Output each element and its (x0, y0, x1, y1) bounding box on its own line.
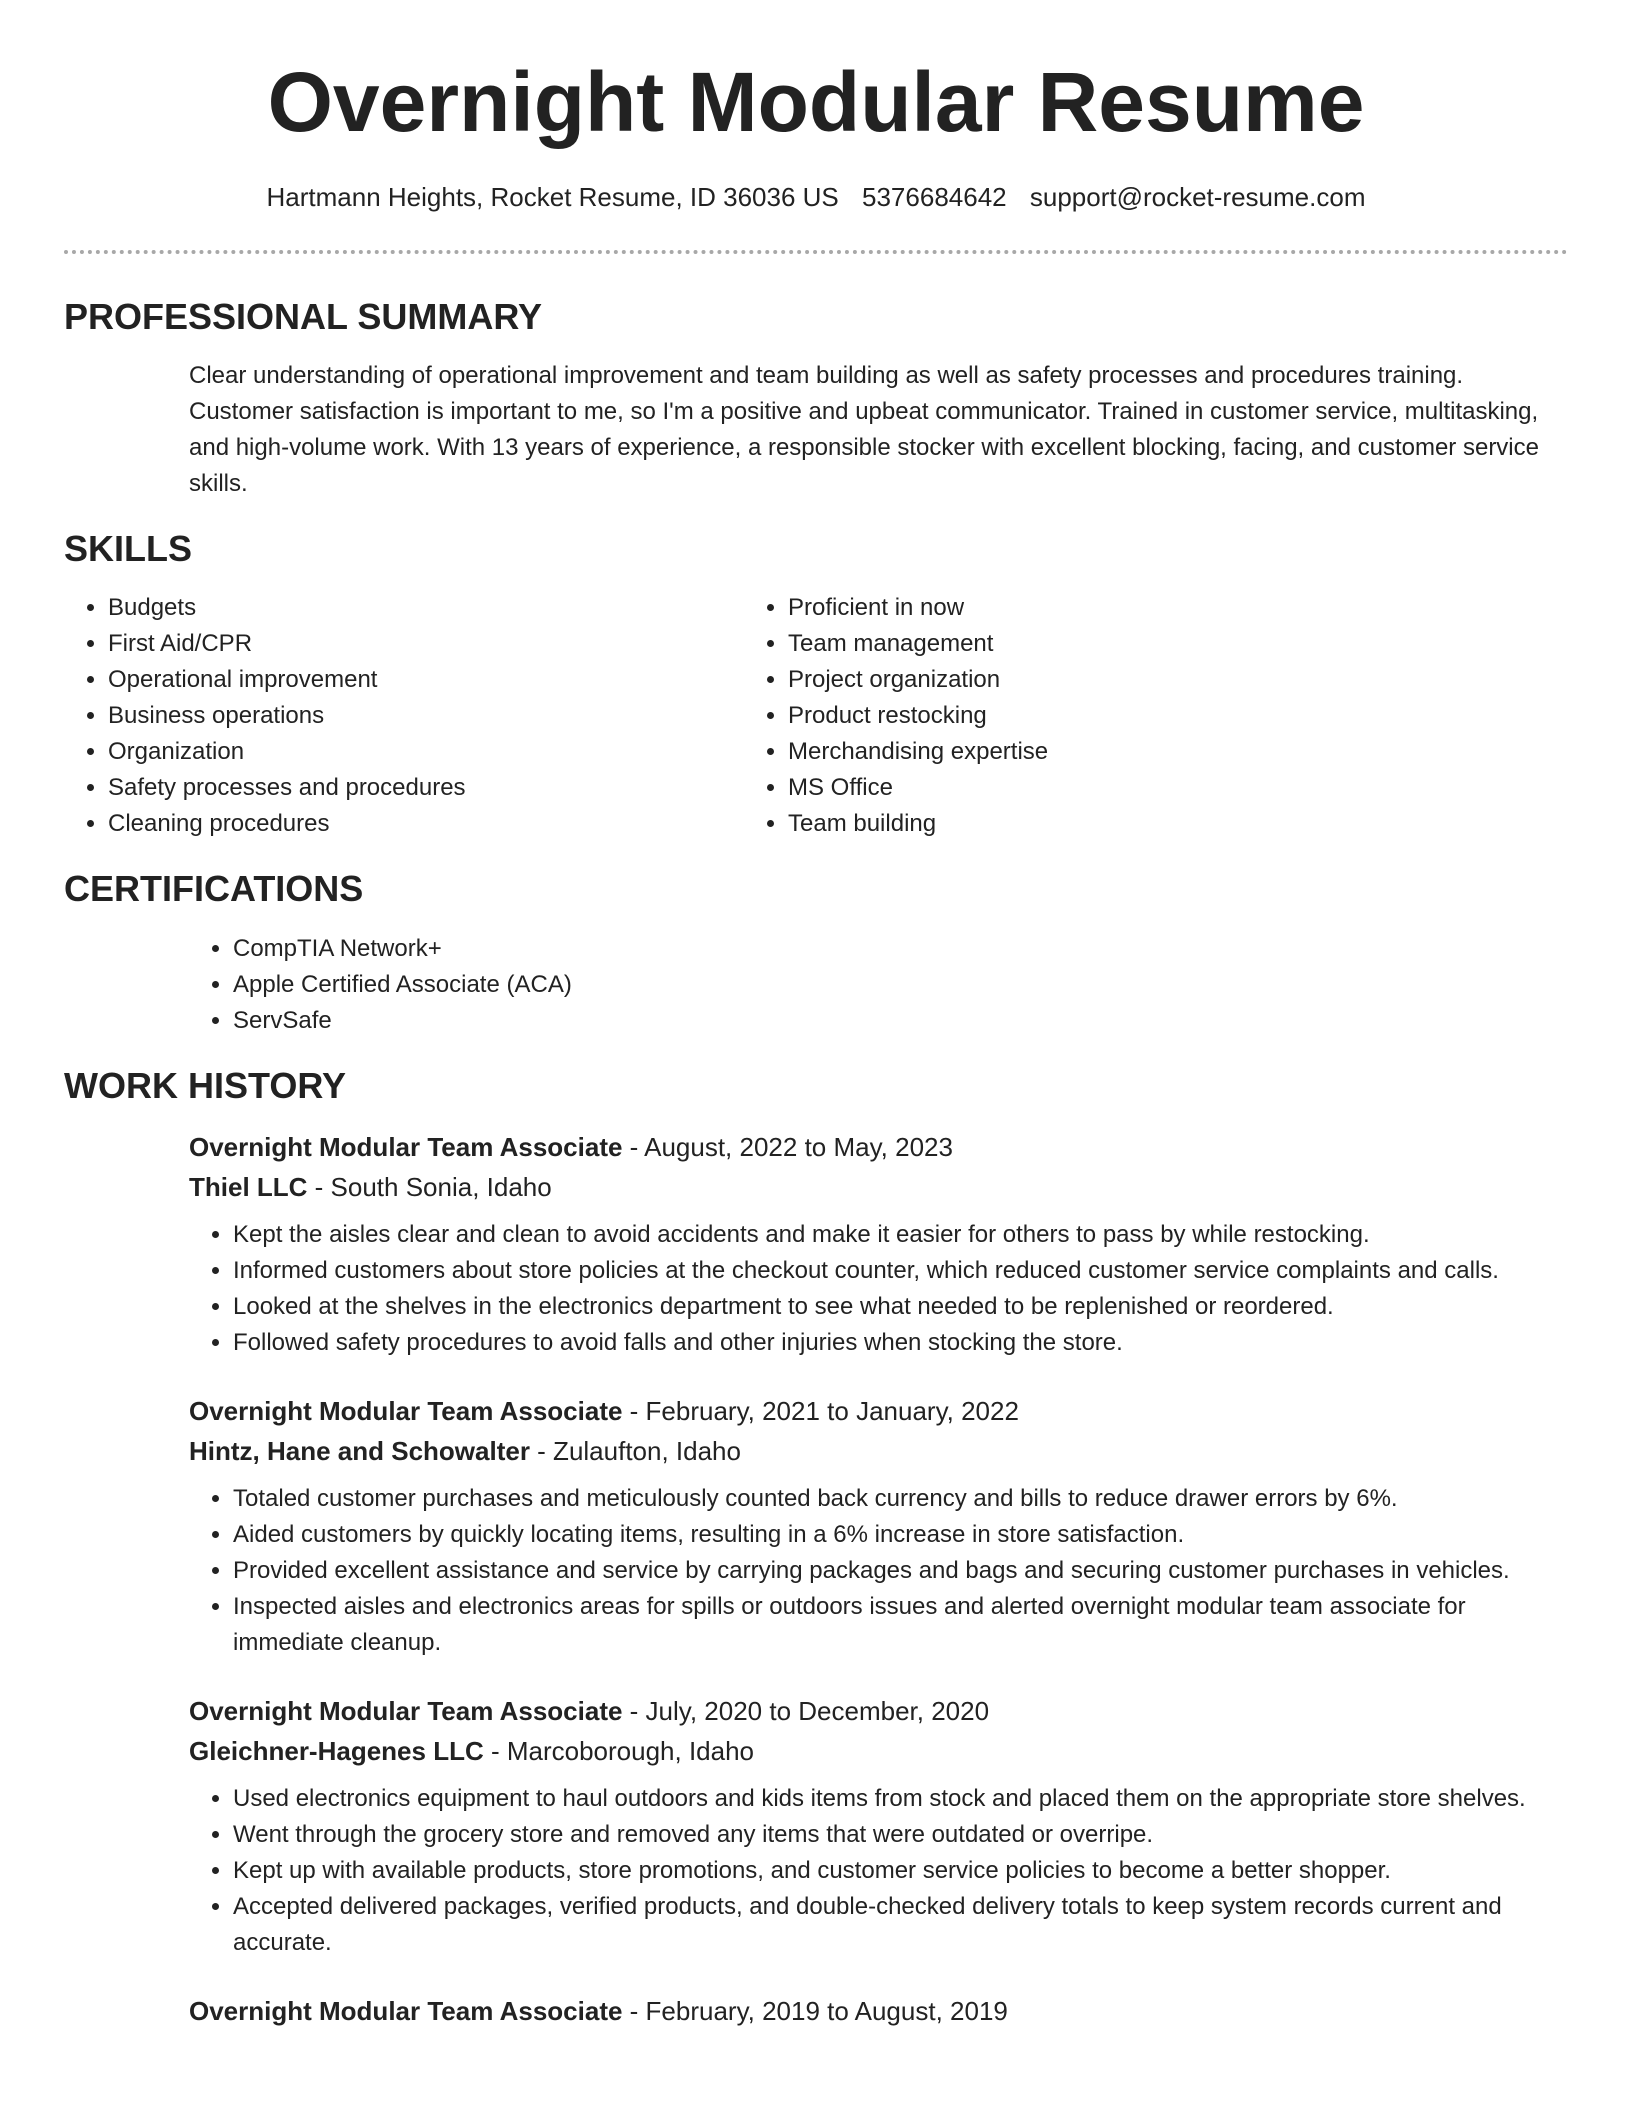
job-location: - Marcoborough, Idaho (483, 1735, 755, 1766)
job-location: - Zulaufton, Idaho (529, 1435, 741, 1466)
job-dates: - February, 2021 to January, 2022 (622, 1395, 1019, 1426)
contact-line (0, 181, 1632, 215)
job-company-line (189, 1167, 1568, 1207)
job-company: Hintz, Hane and Schowalter (189, 1435, 530, 1466)
list-item: • Proficient in now (788, 590, 1424, 626)
list-item: • Operational improvement (108, 662, 744, 698)
list-item: • Merchandising expertise (788, 734, 1424, 770)
list-item: • Aided customers by quickly locating items, resulting in a 6% increase in store satisfaction. (233, 1517, 1568, 1553)
job-company: Gleichner-Hagenes LLC (189, 1735, 484, 1766)
list-item: • Informed customers about store policies at the checkout counter, which reduced customer service complaints and calls. (233, 1253, 1568, 1289)
certifications-list (189, 931, 1568, 1039)
job-entry (189, 1691, 1568, 1961)
job-entry (189, 1127, 1568, 1361)
job-role: Overnight Modular Team Associate (189, 1695, 623, 1726)
certifications-section (64, 867, 1568, 1038)
job-company: Thiel LLC (189, 1171, 308, 1202)
job-role: Overnight Modular Team Associate (189, 1131, 623, 1162)
list-item: • Cleaning procedures (108, 806, 744, 842)
list-item: • CompTIA Network+ (233, 931, 1568, 967)
job-dates: - July, 2020 to December, 2020 (622, 1695, 990, 1726)
job-entry (189, 1991, 1568, 2031)
list-item: • Used electronics equipment to haul outdoors and kids items from stock and placed them on the appropriate store shelves. (233, 1781, 1568, 1817)
resume-content (64, 295, 1568, 2031)
skills-list-right (744, 590, 1424, 842)
summary-text: Clear understanding of operational improvement and team building as well as safety processes and procedures training. Customer satisfaction is important to me, so I'm a positive and upbeat communicator. Trained in customer service, multitasking, and high-volume work. With 13 years of experience, a responsible stocker with excellent blocking, facing, and customer service skills. (189, 362, 1539, 498)
list-item: • Accepted delivered packages, verified products, and double-checked delivery totals to keep system records current and accurate. (233, 1889, 1568, 1961)
summary-heading: PROFESSIONAL SUMMARY (64, 296, 543, 337)
list-item: • Apple Certified Associate (ACA) (233, 967, 1568, 1003)
list-item: • Safety processes and procedures (108, 770, 744, 806)
summary-section (64, 295, 1568, 502)
skills-section (64, 527, 1568, 842)
list-item: • Kept the aisles clear and clean to avoid accidents and make it easier for others to pass by while restocking. (233, 1217, 1568, 1253)
list-item: • Totaled customer purchases and meticulously counted back currency and bills to reduce drawer errors by 6%. (233, 1481, 1568, 1517)
list-item: • Kept up with available products, store promotions, and customer service policies to become a better shopper. (233, 1853, 1568, 1889)
work-history-section (64, 1064, 1568, 2031)
job-title-line (189, 1991, 1568, 2031)
resume-name: Overnight Modular Resume (267, 55, 1365, 149)
contact-phone: 5376684642 (862, 182, 1007, 212)
list-item: • ServSafe (233, 1003, 1568, 1039)
job-company-line (189, 1431, 1568, 1471)
job-dates: - February, 2019 to August, 2019 (622, 1995, 1008, 2026)
job-dates: - August, 2022 to May, 2023 (622, 1131, 953, 1162)
job-role: Overnight Modular Team Associate (189, 1995, 623, 2026)
list-item: • Budgets (108, 590, 744, 626)
job-title-line (189, 1391, 1568, 1431)
list-item: • Inspected aisles and electronics areas for spills or outdoors issues and alerted overnight modular team associate for immediate cleanup. (233, 1589, 1568, 1661)
job-bullets (189, 1481, 1568, 1661)
list-item: • Went through the grocery store and removed any items that were outdated or overripe. (233, 1817, 1568, 1853)
list-item: • Provided excellent assistance and service by carrying packages and bags and securing customer purchases in vehicles. (233, 1553, 1568, 1589)
list-item: • Followed safety procedures to avoid falls and other injuries when stocking the store. (233, 1325, 1568, 1361)
job-entry (189, 1391, 1568, 1661)
list-item: • First Aid/CPR (108, 626, 744, 662)
skills-list-left (64, 590, 744, 842)
certifications-heading: CERTIFICATIONS (64, 868, 364, 910)
job-location: - South Sonia, Idaho (307, 1171, 552, 1202)
skills-heading: SKILLS (64, 528, 193, 570)
list-item: • Project organization (788, 662, 1424, 698)
job-company-line (189, 1731, 1568, 1771)
list-item: • Business operations (108, 698, 744, 734)
job-title-line (189, 1127, 1568, 1167)
list-item: • Looked at the shelves in the electronics department to see what needed to be replenished or reordered. (233, 1289, 1568, 1325)
header-divider (64, 250, 1568, 254)
list-item: • Team building (788, 806, 1424, 842)
list-item: • MS Office (788, 770, 1424, 806)
contact-email: support@rocket-resume.com (1029, 182, 1366, 212)
job-bullets (189, 1781, 1568, 1961)
contact-address: Hartmann Heights, Rocket Resume, ID 36036 US (266, 182, 839, 212)
job-bullets (189, 1217, 1568, 1361)
work-history-heading: WORK HISTORY (64, 1064, 347, 1106)
list-item: • Product restocking (788, 698, 1424, 734)
list-item: • Team management (788, 626, 1424, 662)
job-title-line (189, 1691, 1568, 1731)
job-role: Overnight Modular Team Associate (189, 1395, 623, 1426)
list-item: • Organization (108, 734, 744, 770)
